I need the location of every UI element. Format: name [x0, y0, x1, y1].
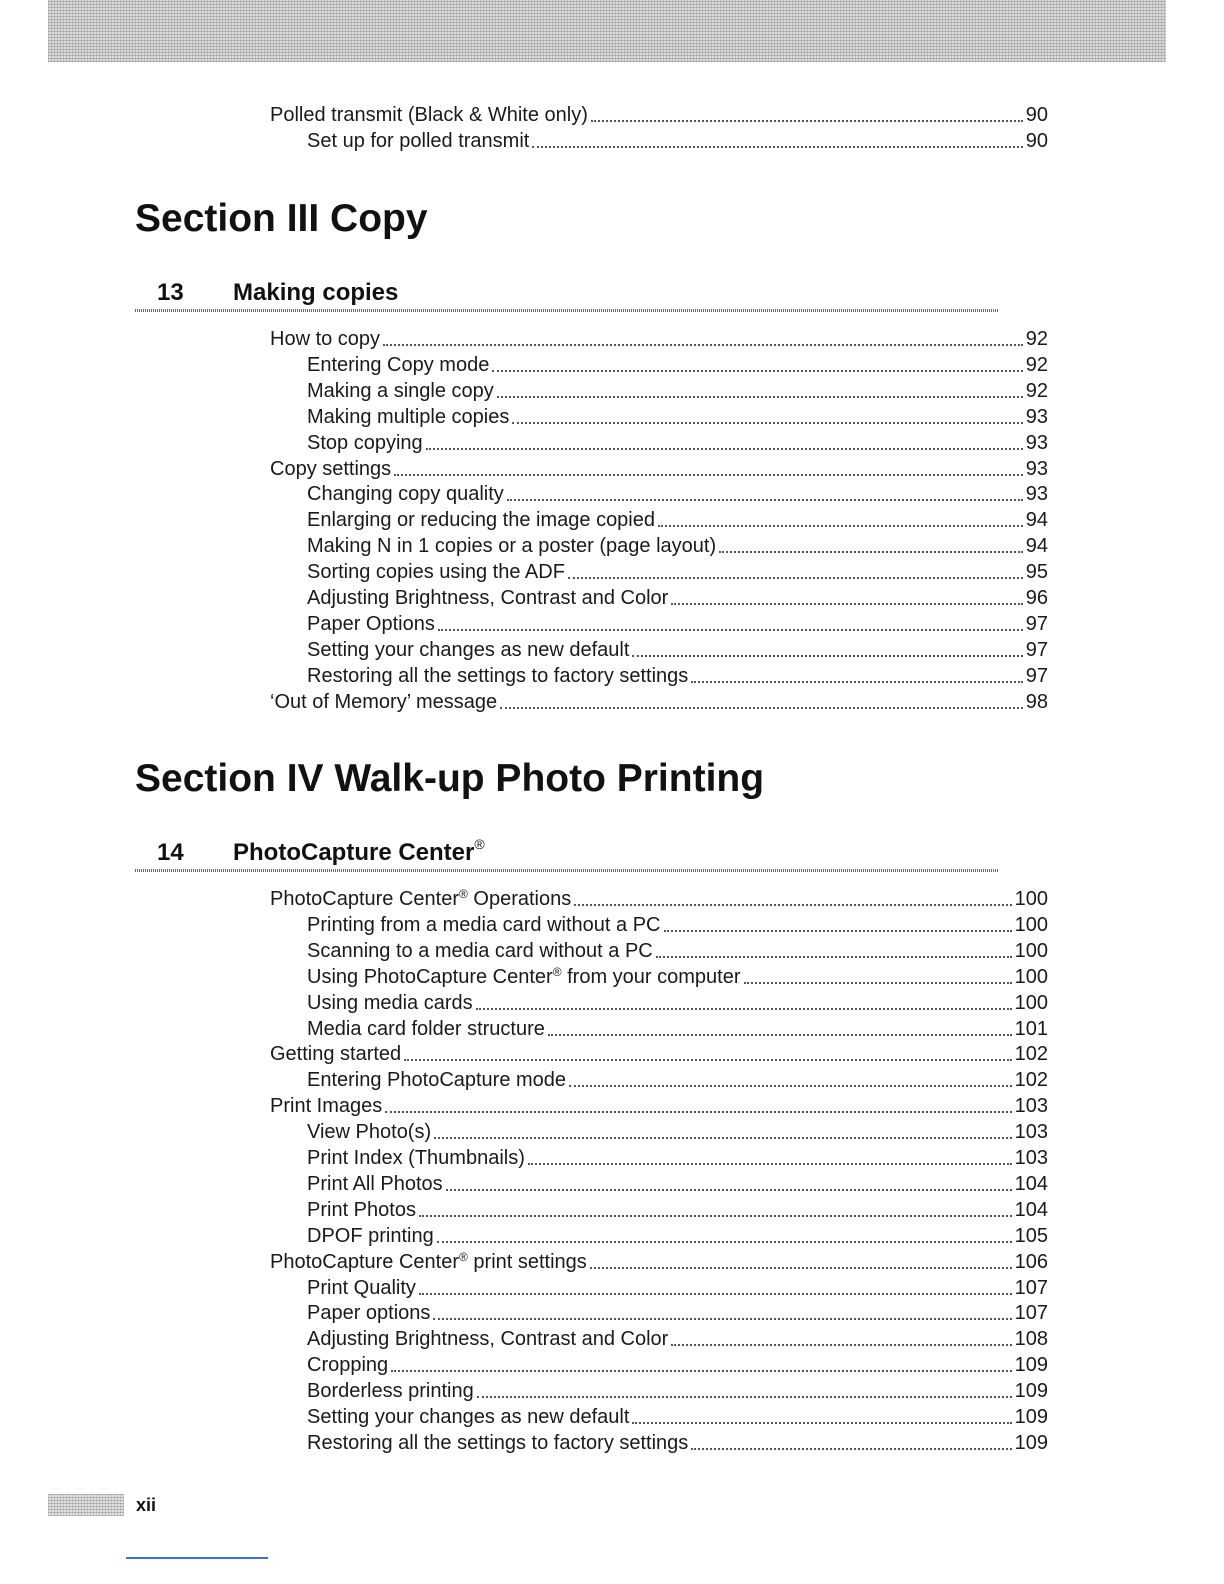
toc-entry-text: Enlarging or reducing the image copied [307, 509, 655, 532]
toc-entry[interactable] [307, 585, 1048, 611]
toc-entry-title [307, 964, 744, 990]
footer-pattern [48, 1494, 124, 1516]
dot-leader [434, 1137, 1011, 1139]
toc-entry[interactable] [307, 990, 1048, 1016]
toc-entry-title [307, 1067, 569, 1093]
toc-entry[interactable] [270, 1249, 1048, 1275]
toc-entry-title [307, 559, 568, 585]
toc-entry[interactable] [307, 430, 1048, 456]
toc-entry-text: Using media cards [307, 991, 473, 1014]
toc-entry[interactable] [270, 102, 1048, 128]
chapter-14-title [233, 838, 485, 868]
toc-page-number: 101 [1014, 1017, 1048, 1040]
toc-entry[interactable] [307, 1275, 1048, 1301]
toc-entry[interactable] [270, 689, 1048, 715]
dot-leader [568, 577, 1023, 579]
toc-page-number: 100 [1014, 965, 1048, 988]
dot-leader [385, 1111, 1011, 1113]
toc-entry[interactable] [307, 128, 1048, 154]
toc-entry-title [307, 1275, 419, 1301]
toc-entry-text: Entering Copy mode [307, 353, 490, 376]
toc-entry-text: Restoring all the settings to factory settings [307, 664, 689, 687]
toc-entry-title [307, 481, 507, 507]
toc-entry-text: Making N in 1 copies or a poster (page layout) [307, 535, 717, 558]
toc-entry[interactable] [270, 1093, 1048, 1119]
registered-mark: ® [459, 1249, 468, 1264]
toc-page-number: 102 [1014, 1043, 1048, 1066]
dot-leader [691, 1448, 1011, 1450]
toc-entry-title [307, 1378, 477, 1404]
page-number: xii [136, 1495, 157, 1515]
toc-page-number: 98 [1025, 690, 1048, 713]
toc-entry-text: Paper options [307, 1302, 431, 1325]
toc-page-number: 106 [1014, 1250, 1048, 1273]
dot-leader [497, 396, 1023, 398]
toc-page-number: 93 [1025, 431, 1048, 454]
dot-leader [437, 1241, 1012, 1243]
toc-entry[interactable] [307, 1067, 1048, 1093]
toc-entry[interactable] [270, 886, 1048, 912]
toc-entry[interactable] [307, 611, 1048, 637]
toc-entry[interactable] [307, 559, 1048, 585]
toc-page-number: 97 [1025, 612, 1048, 635]
toc-entry[interactable] [307, 1326, 1048, 1352]
dot-leader [574, 904, 1011, 906]
toc-page-number: 90 [1025, 104, 1048, 126]
toc-page-number: 107 [1014, 1276, 1048, 1299]
toc-entry-text: Entering PhotoCapture mode [307, 1069, 567, 1092]
toc-entry[interactable] [307, 1300, 1048, 1326]
dot-leader [658, 525, 1023, 527]
toc-entry[interactable] [307, 352, 1048, 378]
toc-page-number: 100 [1014, 939, 1048, 962]
toc-entry-text: Media card folder structure [307, 1017, 545, 1040]
dot-leader [383, 344, 1023, 346]
toc-entry-title [270, 1041, 404, 1067]
dot-leader [671, 1344, 1011, 1346]
toc-page-number: 97 [1025, 664, 1048, 687]
dot-leader [419, 1215, 1012, 1217]
toc-entry[interactable] [307, 663, 1048, 689]
toc-page-number: 103 [1014, 1121, 1048, 1144]
toc-page-number: 105 [1014, 1224, 1048, 1247]
toc-entry[interactable] [307, 507, 1048, 533]
toc-entry[interactable] [307, 964, 1048, 990]
toc-entry[interactable] [307, 637, 1048, 663]
bottom-accent-line [126, 1557, 268, 1559]
toc-entry-text: Paper Options [307, 612, 435, 635]
toc-entry-text-cont: from your computer [561, 965, 741, 988]
dot-leader [744, 982, 1012, 984]
toc-entry-text: Print Photos [307, 1198, 416, 1221]
dot-leader [528, 1163, 1012, 1165]
toc-entry-text: Using PhotoCapture Center [307, 965, 553, 988]
toc-entry-text: Borderless printing [307, 1380, 474, 1403]
toc-entry[interactable] [307, 378, 1048, 404]
chapter-14-title-text: PhotoCapture Center [233, 839, 475, 866]
toc-entry-title [270, 886, 574, 912]
registered-mark: ® [459, 887, 468, 901]
toc-page-number: 100 [1014, 888, 1048, 910]
toc-page-number: 95 [1025, 561, 1048, 584]
toc-entry-text-cont: Operations [467, 888, 572, 910]
toc-entry-text: DPOF printing [307, 1224, 434, 1247]
toc-entry-title [307, 1326, 671, 1352]
toc-entry[interactable] [307, 533, 1048, 559]
toc-entry-title [307, 1145, 528, 1171]
dot-leader [446, 1189, 1012, 1191]
toc-entry-title [270, 1093, 385, 1119]
toc-entry[interactable] [307, 1016, 1048, 1042]
dot-leader [507, 499, 1023, 501]
toc-entry[interactable] [307, 1171, 1048, 1197]
chapter-13-number: 13 [157, 279, 184, 306]
toc-entry-title [307, 1300, 433, 1326]
toc-entry-title [270, 102, 591, 128]
dot-leader [404, 1059, 1011, 1061]
dot-leader [632, 1422, 1011, 1424]
toc-page-number: 96 [1025, 587, 1048, 609]
chapter-13-title: Making copies [233, 279, 399, 306]
toc-entry-text: View Photo(s) [307, 1121, 432, 1144]
dot-leader [532, 146, 1022, 148]
toc-page-number: 108 [1014, 1328, 1048, 1351]
toc-entry-text: Print All Photos [307, 1172, 443, 1195]
toc-entry-text: Making multiple copies [307, 405, 510, 428]
toc-entry-title [270, 456, 394, 482]
toc-entry-title [270, 326, 383, 352]
toc-page-number: 93 [1025, 483, 1048, 506]
toc-entry-text: Copy settings [270, 457, 392, 480]
toc-entry-title [307, 938, 656, 964]
toc-entry-text: Adjusting Brightness, Contrast and Color [307, 1328, 669, 1351]
toc-entry-text: ‘Out of Memory’ message [270, 690, 498, 713]
toc-entry-text: Print Images [270, 1095, 383, 1118]
toc-entry-text: Polled transmit (Black & White only) [270, 104, 588, 126]
toc-entry-text: How to copy [270, 328, 381, 350]
dot-leader [476, 1008, 1012, 1010]
toc-entry-title [307, 1171, 446, 1197]
toc-page-number: 103 [1014, 1095, 1048, 1118]
toc-page-number: 109 [1014, 1431, 1048, 1454]
toc-page-number: 94 [1025, 535, 1048, 558]
chapter-14-number: 14 [157, 839, 184, 866]
toc-page-number: 109 [1014, 1354, 1048, 1377]
toc-page-number: 92 [1025, 353, 1048, 376]
toc-entry-text: Printing from a media card without a PC [307, 913, 661, 936]
dot-leader [632, 655, 1022, 657]
toc-entry-title [307, 637, 632, 663]
chapter-13-rule [135, 309, 999, 312]
chapter-13-heading [135, 278, 999, 312]
toc-entry-text: Restoring all the settings to factory settings [307, 1431, 689, 1454]
toc-page-number: 103 [1014, 1147, 1048, 1169]
toc-entry[interactable] [307, 1223, 1048, 1249]
toc-entry[interactable] [307, 481, 1048, 507]
toc-entry-title [307, 430, 426, 456]
toc-page-number: 92 [1025, 328, 1048, 350]
toc-entry-title [307, 1430, 691, 1456]
toc-entry-title [307, 507, 658, 533]
dot-leader [426, 448, 1023, 450]
toc-entry[interactable] [307, 1352, 1048, 1378]
dot-leader [438, 629, 1023, 631]
toc-entry[interactable] [270, 326, 1048, 352]
dot-leader [590, 1267, 1012, 1269]
chapter-14-heading [135, 838, 999, 872]
section-iv-title: Section IV Walk-up Photo Printing [135, 757, 765, 800]
toc-entry[interactable] [307, 1378, 1048, 1404]
toc-entry-title [307, 912, 664, 938]
toc-entry-title [307, 1352, 391, 1378]
section-iii-title: Section III Copy [135, 197, 428, 240]
toc-entry-title [307, 1016, 548, 1042]
dot-leader [477, 1396, 1012, 1398]
dot-leader [512, 422, 1022, 424]
toc-entry-text: Adjusting Brightness, Contrast and Color [307, 587, 669, 609]
toc-entry-title [270, 689, 500, 715]
toc-entry-text: Getting started [270, 1043, 402, 1066]
toc-entry-text: Setting your changes as new default [307, 1406, 630, 1428]
dot-leader [719, 551, 1023, 553]
dot-leader [492, 370, 1022, 372]
toc-entry-title [307, 128, 532, 154]
toc-entry-text: Setting your changes as new default [307, 638, 630, 661]
toc-entry-text: Cropping [307, 1354, 389, 1377]
dot-leader [664, 930, 1012, 932]
dot-leader [671, 603, 1022, 605]
toc-page-number: 94 [1025, 509, 1048, 532]
dot-leader [548, 1034, 1012, 1036]
toc-page-number: 109 [1014, 1380, 1048, 1403]
toc-entry[interactable] [270, 456, 1048, 482]
dot-leader [391, 1370, 1011, 1372]
toc-entry[interactable] [307, 938, 1048, 964]
header-pattern-band [48, 0, 1166, 62]
toc-entry-text: PhotoCapture Center [270, 1250, 460, 1273]
toc-entry-title [307, 1197, 419, 1223]
toc-entry-title [307, 990, 476, 1016]
toc-entry-title [307, 585, 671, 611]
toc-entry-title [270, 1249, 590, 1275]
toc-page-number: 92 [1025, 379, 1048, 402]
toc-entry-text: Set up for polled transmit [307, 129, 530, 152]
toc-entry-text-cont: print settings [467, 1250, 587, 1273]
dot-leader [394, 474, 1023, 476]
toc-entry[interactable] [307, 912, 1048, 938]
toc-page-number: 104 [1014, 1198, 1048, 1221]
dot-leader [591, 120, 1023, 122]
dot-leader [433, 1318, 1011, 1320]
toc-entry[interactable] [307, 1145, 1048, 1171]
toc-entry-text: Print Index (Thumbnails) [307, 1147, 525, 1169]
toc-entry-title [307, 352, 492, 378]
toc-entry-title [307, 404, 512, 430]
toc-entry-title [307, 1119, 434, 1145]
toc-entry[interactable] [307, 1404, 1048, 1430]
toc-entry-text: Changing copy quality [307, 483, 504, 506]
toc-page-number: 93 [1025, 457, 1048, 480]
dot-leader [691, 681, 1022, 683]
toc-page-number: 93 [1025, 405, 1048, 428]
toc-entry-title [307, 1223, 437, 1249]
toc-entry-title [307, 611, 438, 637]
toc-page-number: 97 [1025, 638, 1048, 661]
toc-entry-text: PhotoCapture Center [270, 888, 460, 910]
toc-page-number: 100 [1014, 913, 1048, 936]
chapter-14-rule [135, 869, 999, 872]
toc-entry-title [307, 1404, 632, 1430]
dot-leader [419, 1293, 1012, 1295]
dot-leader [656, 956, 1012, 958]
dot-leader [569, 1085, 1012, 1087]
toc-entry[interactable] [307, 1197, 1048, 1223]
dot-leader [500, 707, 1023, 709]
toc-page-number: 90 [1025, 129, 1048, 152]
toc-entry-text: Print Quality [307, 1276, 416, 1299]
toc-page-number: 104 [1014, 1172, 1048, 1195]
toc-page-number: 100 [1014, 991, 1048, 1014]
toc-entry-text: Sorting copies using the ADF [307, 561, 565, 584]
toc-page-number: 102 [1014, 1069, 1048, 1092]
toc-entry-text: Stop copying [307, 431, 423, 454]
toc-page-number: 109 [1014, 1406, 1048, 1428]
toc-entry-title [307, 378, 497, 404]
toc-entry[interactable] [307, 404, 1048, 430]
toc-entry-text: Scanning to a media card without a PC [307, 939, 653, 962]
toc-entry-title [307, 533, 719, 559]
registered-mark: ® [552, 964, 562, 979]
toc-entry[interactable] [307, 1430, 1048, 1456]
toc-page-number: 107 [1014, 1302, 1048, 1325]
toc-entry-text: Making a single copy [307, 379, 494, 402]
toc-entry[interactable] [270, 1041, 1048, 1067]
toc-entry-title [307, 663, 691, 689]
registered-mark: ® [474, 836, 485, 852]
toc-entry[interactable] [307, 1119, 1048, 1145]
